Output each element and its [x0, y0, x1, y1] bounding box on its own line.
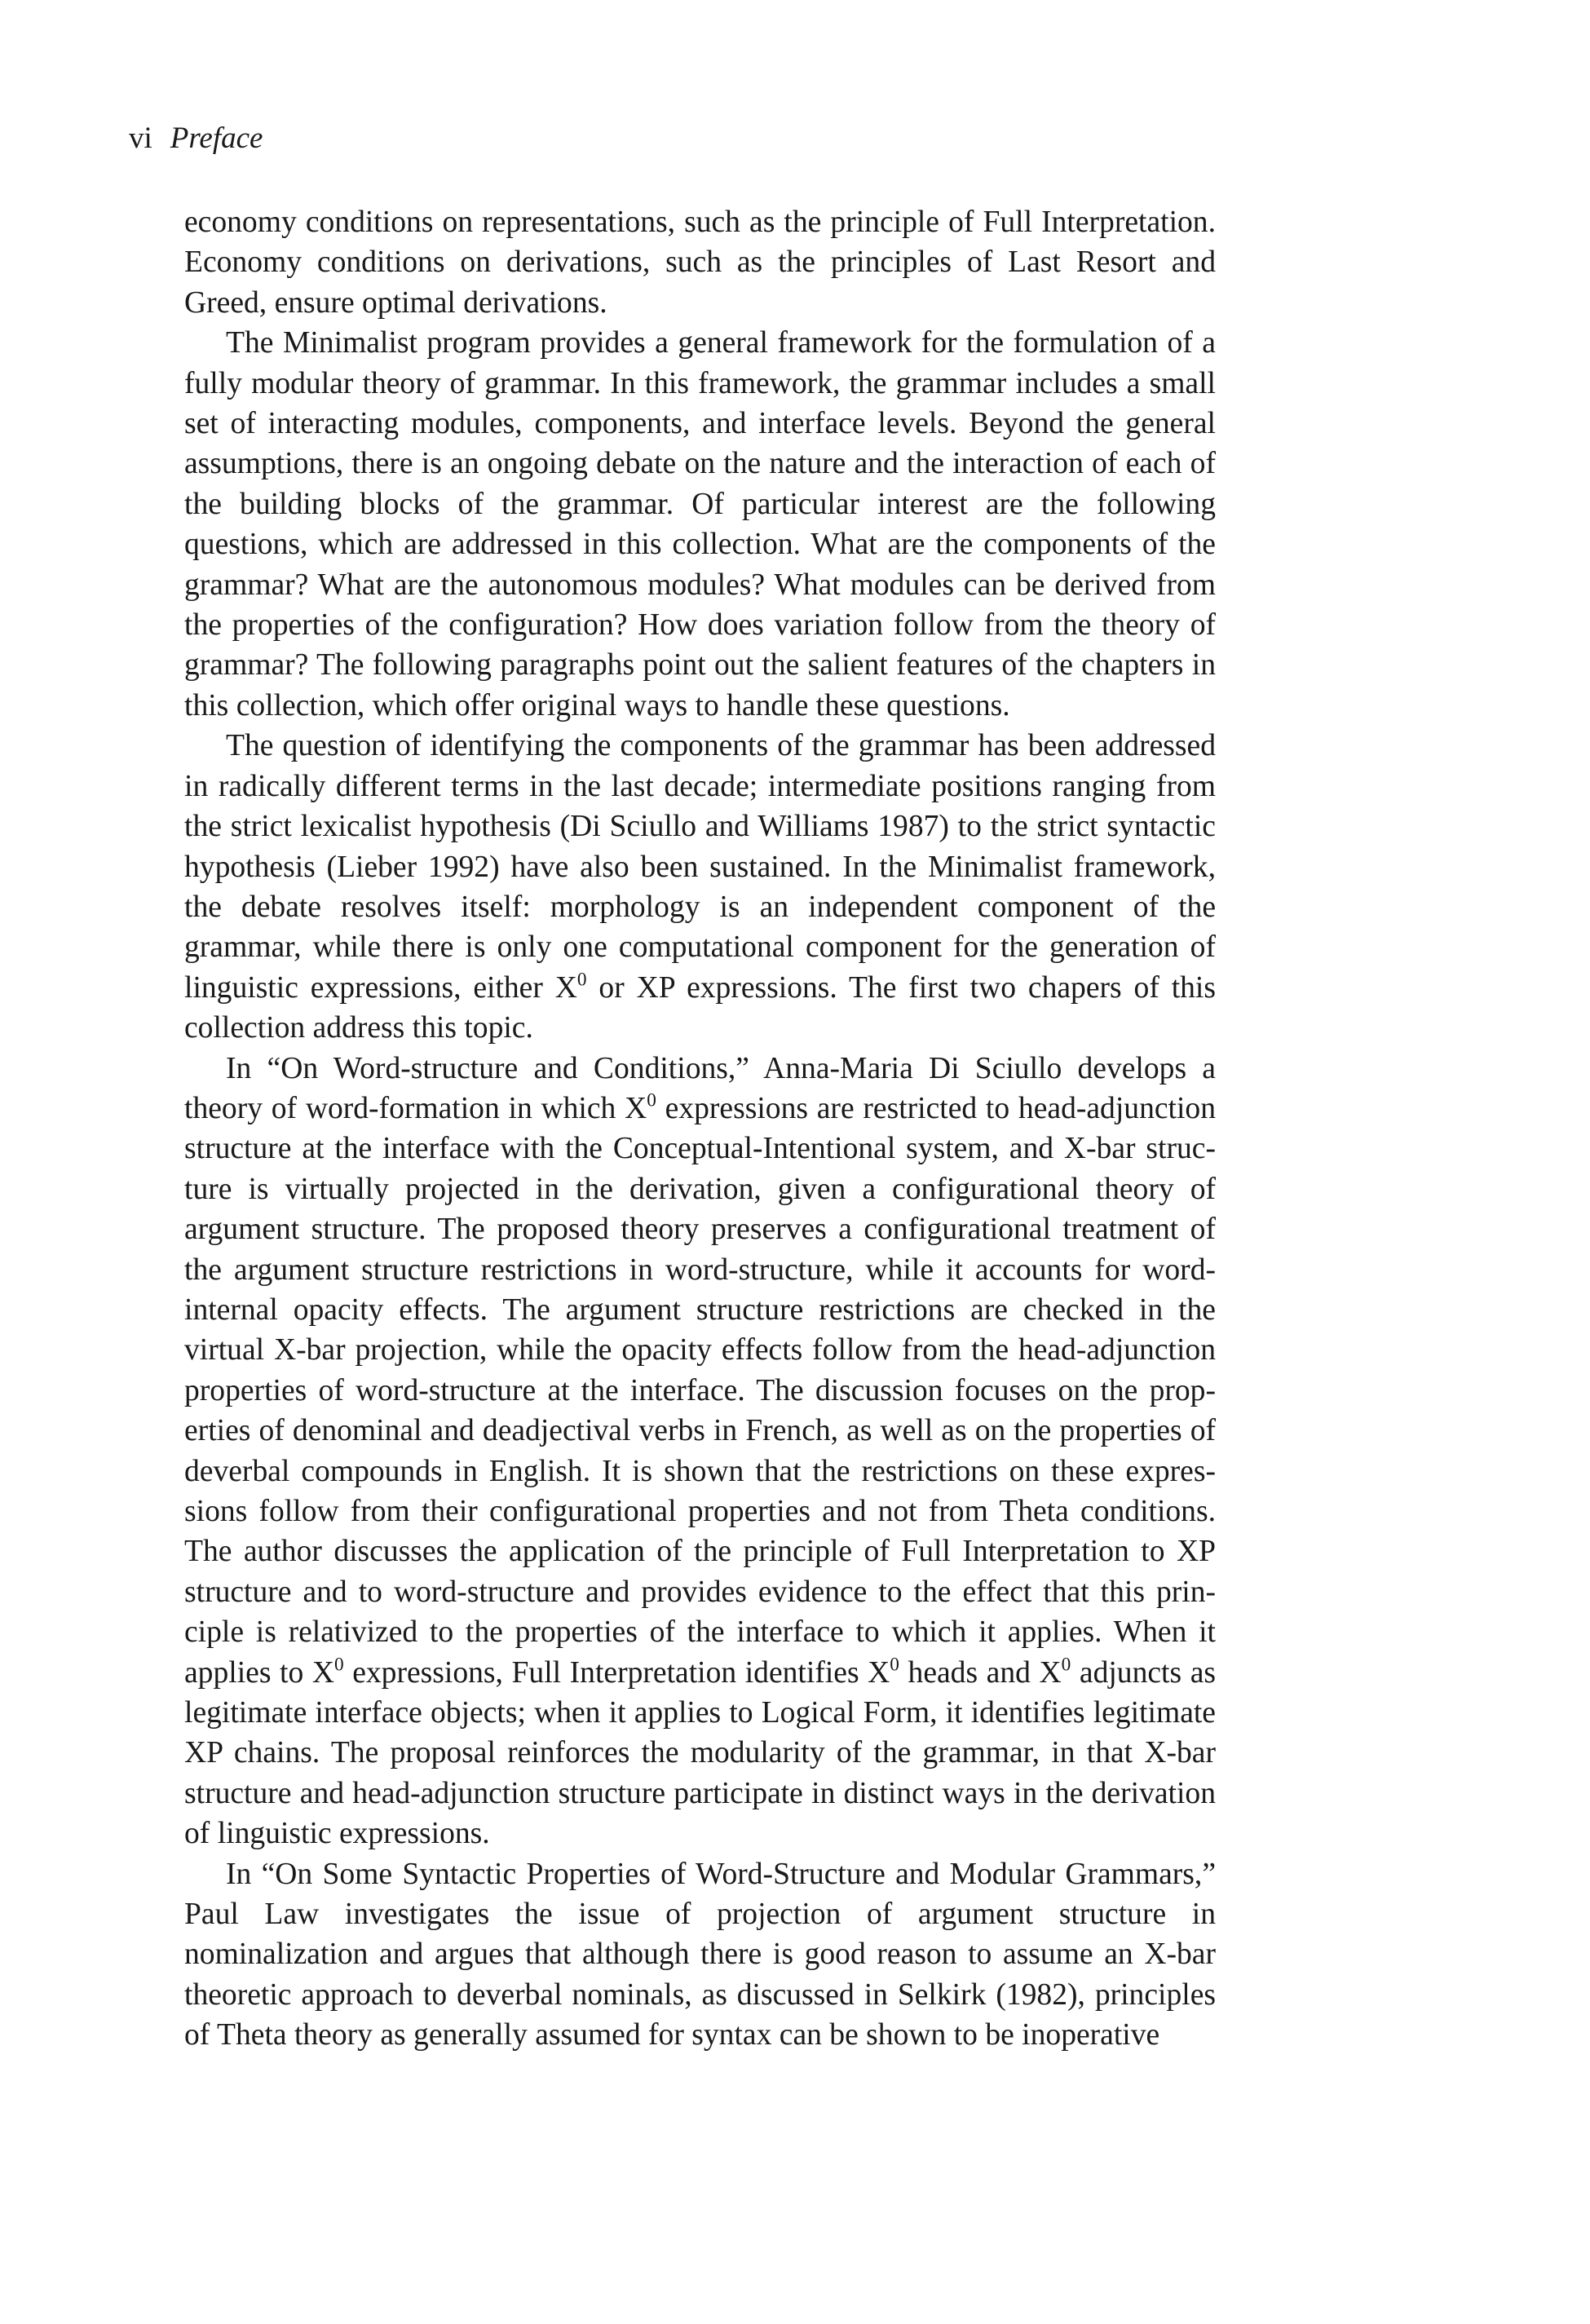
- superscript: 0: [890, 1654, 899, 1676]
- page-number: vi: [129, 122, 152, 155]
- paragraph: [184, 202, 1216, 323]
- paragraph: [184, 323, 1216, 726]
- text-run: The Minimalist program provides a general framework for the formulation of a fully modular theory of grammar. In this framework, the grammar includes a small set of interacting modules, components, and interface levels. Beyond the general assumptions, there is an ongoing debate on the nature and the interaction of each of the building blocks of the grammar. Of particular interest are the following questions, which are addressed in this collection. What are the components of the grammar? What are the autonomous modules? What modules can be derived from the properties of the configuration? How does variation follow from the theory of grammar? The following paragraphs point out the salient features of the chapters in this collection, which offer original ways to handle these questions.: [184, 326, 1216, 722]
- text-run: The question of identifying the components of the grammar has been addressed in radically different terms in the last decade; intermediate positions ranging from the strict lexicalist hypothesis (Di Sciullo and Williams 1987) to the strict syntactic hypothesis (Lieber 1992) have also been sustained. In the Minimalist framework, the debate resolves itself: morphology is an independent component of the grammar, while there is only one computational component for the generation of linguistic expressions, either X: [184, 729, 1216, 1005]
- text-run: adjuncts as legitimate interface objects; when it applies to Logical Form, it identifies legitimate XP chains. The proposal reinforces the modularity of the grammar, in that X-bar structure and head-adjunction structure participate in distinct ways in the derivation of linguistic expressions.: [184, 1655, 1217, 1851]
- paragraph: [184, 1854, 1216, 2056]
- text-run: expressions, Full Interpretation identifies X: [343, 1655, 890, 1690]
- text-run: heads and X: [899, 1655, 1062, 1690]
- text-run: economy conditions on representations, such as the principle of Full Interpretation. Economy conditions on derivations, such as the principles of Last Resort and Greed, ensure optimal derivations.: [184, 205, 1216, 320]
- text-run: In “On Some Syntactic Properties of Word-Structure and Modular Grammars,” Paul Law investigates the issue of projection of argument structure in nominalization and argues that although there is good reason to assume an X-bar theoretic approach to deverbal nominals, as discussed in Selkirk (1982), principles of Theta theory as generally assumed for syntax can be shown to be inoperative: [184, 1857, 1216, 2052]
- running-head: [129, 122, 263, 155]
- paragraph: [184, 1049, 1216, 1854]
- text-run: expressions are restricted to head-adjunction structure at the interface with the Conceptual-Intentional system, and X-bar structure is virtually projected in the derivation, given a configurational theory of argument structure. The proposed theory preserves a configurational treatment of the argument structure restrictions in word-structure, while it accounts for word-internal opacity effects. The argument structure restrictions are checked in the virtual X-bar projection, while the opacity effects follow from the head-adjunction properties of word-structure at the interface. The discussion focuses on the properties of denominal and deadjectival verbs in French, as well as on the properties of deverbal compounds in English. It is shown that the restrictions on these expressions follow from their configurational properties and not from Theta conditions. The author discusses the application of the principle of Full Interpretation to XP structure and to word-structure and provides evidence to the effect that this principle is relativized to the properties of the interface to which it applies. When it applies to X: [184, 1091, 1216, 1690]
- superscript: 0: [576, 969, 587, 991]
- superscript: 0: [333, 1654, 344, 1676]
- superscript: 0: [647, 1089, 656, 1111]
- paragraph: [184, 726, 1216, 1048]
- body-text: [184, 202, 1216, 2056]
- text-run: or XP expressions. The first two chapers of this collection address this topic.: [184, 970, 1216, 1045]
- section-title: Preface: [170, 122, 263, 155]
- superscript: 0: [1061, 1654, 1071, 1676]
- text-run: In “On Word-structure and Conditions,” Anna-Maria Di Sciullo develops a theory of word-formation in which X: [184, 1051, 1216, 1125]
